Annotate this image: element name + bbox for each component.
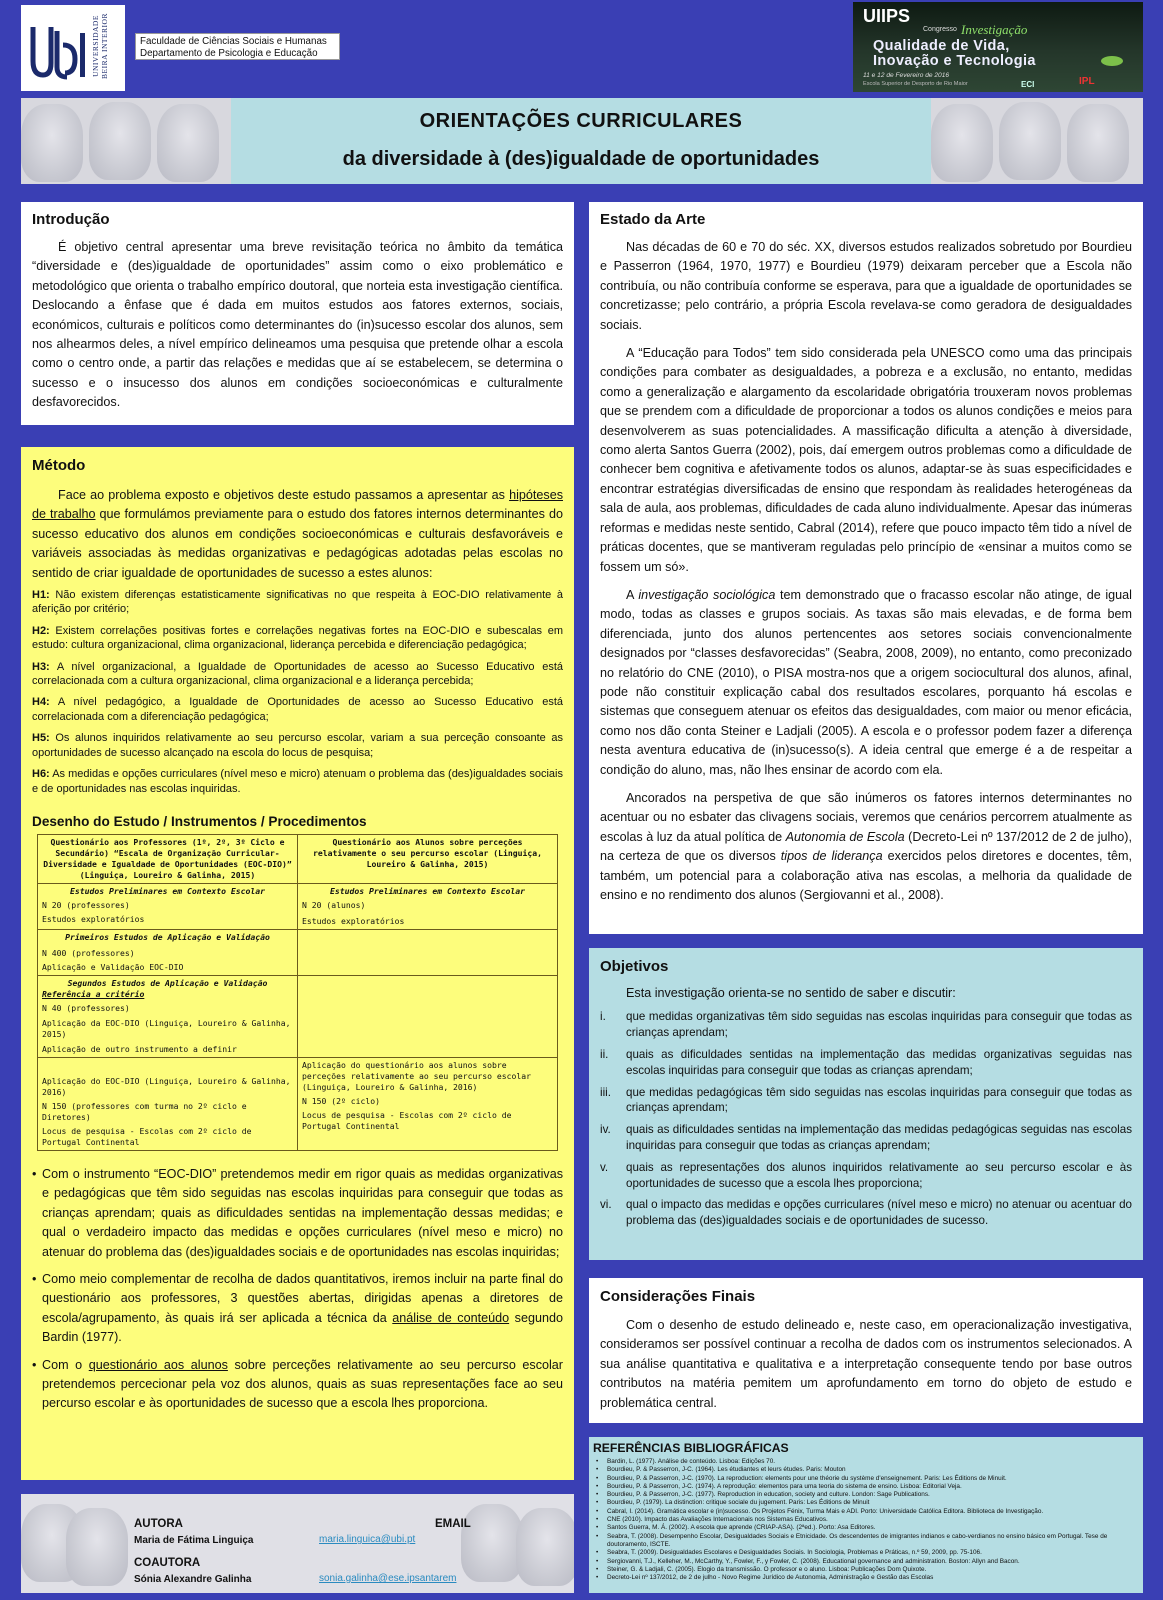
table-row <box>38 929 558 975</box>
table-cell-line: Locus de pesquisa - Escolas com 2º ciclo de Portugal Continental <box>302 1109 512 1131</box>
estado-arte-panel <box>589 202 1143 934</box>
consideracoes-heading: Considerações Finais <box>600 1288 756 1305</box>
design-table-wrap <box>32 834 563 1151</box>
referencias-panel <box>589 1437 1143 1593</box>
list-item: • Sergiovanni, T.J., Kelleher, M., McCarthy, Y., Fowler, F., y Fowler, C. (2008). Educational governance and administration. Boston: Allyn and Bacon. <box>593 1558 1139 1566</box>
p3-text: tem demonstrado que o fracasso escolar não atinge, de igual modo, todas as classes e grupos sociais. As taxas são mais elevadas, e de forma bem diferenciada, junto dos alunos pertencentes aos setores sociais convencionalmente designados por “classes desfavorecidas” (Seabra, 2008, 2009), no entanto, como preconizado no relatório do CNE (2010), o PISA mostra-nos que a origem sociocultural dos alunos, afinal, pode não constituir explicação cabal dos resultados escolares, porquanto há escolas e sistemas que conseguem atenuar os efeitos das desigualdades, com maior ou menor eficácia, como nos dão conta Steiner e Ladjali (2005). A escola e o professor podem fazer a diferença nesta aventura educativa de (in)sucesso(s). A ideia central que emerge é a de respeitar a condição do aluno, mas, não lhes ensinar de acordo com ela. <box>600 587 1132 777</box>
child-photo-footer-3 <box>461 1504 523 1582</box>
list-item <box>32 1270 563 1348</box>
ubi-logo-icon <box>29 23 89 83</box>
child-photo-left-1 <box>21 104 83 182</box>
list-item <box>600 1009 1132 1041</box>
child-photo-footer-4 <box>516 1508 574 1586</box>
table-cell-line: Aplicação de outro instrumento a definir <box>42 1043 237 1054</box>
table-cell-line: Aplicação do EOC-DIO (Linguiça, Loureiro & Galinha, 2016) <box>42 1075 291 1097</box>
autora-email-link[interactable]: maria.linguica@ubi.pt <box>319 1534 416 1545</box>
table-cell-line: N 20 (alunos) <box>302 899 366 910</box>
metodo-intro-b: que formulámos previamente para o estudo dos fatores internos determinantes do sucesso educativo dos alunos em condições socioeconómicas e culturais desfavoráveis e variáveis associadas às medidas organizativas e pedagógicas adotadas pelas escolas no sentido de criar igualdade de oportunidades de sucesso a estes alunos: <box>32 507 563 580</box>
hypotheses-list <box>32 588 563 796</box>
list-item: • Bardin, L. (1977). Análise de conteúdo. Lisboa: Edições 70. <box>593 1458 1139 1466</box>
hypothesis-label: H6: <box>32 768 50 781</box>
metodo-intro <box>32 486 563 583</box>
coautora-label: COAUTORA <box>134 1557 201 1569</box>
list-item <box>600 1047 1132 1079</box>
table-cell-line: Aplicação e Validação EOC-DIO <box>42 961 184 972</box>
item-text: que medidas pedagógicas têm sido seguidas nas escolas inquiridas para conseguir que todas as crianças aprendam; <box>626 1085 1132 1115</box>
bullet-text: Como meio complementar de recolha de dados quantitativos, iremos incluir na parte final do questionário aos professores, 3 questões abertas, dirigidas apenas a diretores de escola/agrupamento, às quais irá ser aplicada a técnica da <box>42 1271 563 1325</box>
hypothesis-label: H4: <box>32 696 50 709</box>
list-item <box>600 1122 1132 1154</box>
list-item <box>600 1085 1132 1117</box>
metodo-heading: Método <box>32 457 86 474</box>
congress-investigacao: Investigação <box>961 22 1028 37</box>
ubi-logo-box <box>21 5 125 91</box>
p4-emphasis: tipos de liderança <box>780 849 883 864</box>
list-item: • Bourdieu, P. & Passerron, J-C. (1964). Les étudiantes et leurs études. Paris: Mouton <box>593 1466 1139 1474</box>
design-heading: Desenho do Estudo / Instrumentos / Procedimentos <box>32 813 367 829</box>
table-cell <box>38 883 298 929</box>
table-cell-line: N 150 (professores com turma no 2º ciclo e Diretores) <box>42 1100 247 1122</box>
bullet-text: segundo Bardin (1977). <box>42 1310 563 1345</box>
item-text: que medidas organizativas têm sido seguidas nas escolas inquiridas para conseguir que todas as crianças aprendam; <box>626 1010 1132 1040</box>
list-item: • Com o instrumento “EOC-DIO” pretendemos medir em rigor quais as medidas organizativas e pedagógicas que têm sido seguidas nas escolas inquiridas para conseguir que todas as crianças aprendam; quais as dificuldades sentidas na implementação dessas medidas; e qual o verdadeiro impacto das medidas e opções curriculares (nível meso e micro) no atenuar do problema das (des)igualdades sociais e de oportunidades nas escolas inquiridas; <box>32 1165 563 1262</box>
child-photo-left-3 <box>157 104 219 182</box>
list-item: • Bourdieu, P. (1979). La distinction: critique sociale du jugement. Paris: Les Éditions de Minuit <box>593 1499 1139 1507</box>
design-table <box>37 834 558 1151</box>
list-item: • Seabra, T. (2009). Desigualdades Escolares e Desigualdades Sociais. In Sociologia, Problemas e Práticas, n.º 59, 2009, pp. 75-106. <box>593 1549 1139 1557</box>
table-cell-line: Aplicação do questionário aos alunos sobre perceções relativamente ao seu percurso escolar (Linguiça, Loureiro & Galinha, 2016) <box>302 1059 532 1092</box>
item-number: ii. <box>600 1048 609 1061</box>
item-text: quais as dificuldades sentidas na implementação das medidas organizativas seguidas nas escolas inquiridas para conseguir que todas as crianças aprendam; <box>626 1048 1132 1077</box>
congress-sponsor-ipl: IPL <box>1079 76 1095 87</box>
item-number: iii. <box>600 1085 611 1099</box>
poster-title: ORIENTAÇÕES CURRICULARES <box>419 110 743 132</box>
child-photo-footer-2 <box>66 1508 128 1586</box>
referencias-heading: REFERÊNCIAS BIBLIOGRÁFICAS <box>593 1441 789 1455</box>
table-cell-line: N 400 (professores) <box>42 947 135 958</box>
p4-text: exercidos pelos diretores e docentes, têm, também, um potencial para a colaboração ativa nas escolas, a melhoria da qualidade de ensino e no rendimento dos alunos (Sergiovanni et al., 2008). <box>600 849 1132 902</box>
table-cell-line: Estudos exploratórios <box>42 913 145 924</box>
table-section-title: Estudos Preliminares em Contexto Escolar <box>70 885 265 896</box>
table-row <box>38 1057 558 1150</box>
item-text: quais as representações dos alunos inquiridos relativamente ao seu percurso escolar e às oportunidades de sucesso que a escola lhes proporciona; <box>626 1160 1132 1190</box>
congress-title-line2: Inovação e Tecnologia <box>873 53 1036 69</box>
list-item: • Cabral, I. (2014). Gramática escolar e (in)sucesso. Os Projetos Fénix, Turma Mais e ADI. Porto: Universidade Católica Editora. Biblioteca de Investigação. <box>593 1508 1139 1516</box>
estado-arte-p3 <box>600 586 1132 780</box>
bullet-text: Com o <box>42 1357 89 1372</box>
hypothesis-text: Os alunos inquiridos relativamente ao seu percurso escolar, variam a sua perceção consoante as oportunidades de sucesso alcançado na escola do locus de pesquisa; <box>32 732 563 759</box>
table-header-professores: Questionário aos Professores (1º, 2º, 3º Ciclo e Secundário) “Escala de Organização Curricular- Diversidade e Igualdade de Oportunidades (EOC-DIO)” (Linguiça, Loureiro & Galinha, 2015) <box>38 834 298 883</box>
table-cell <box>38 929 298 975</box>
hypothesis-h5 <box>32 731 563 760</box>
hypothesis-h2 <box>32 624 563 653</box>
list-item <box>600 1160 1132 1192</box>
table-row <box>38 975 558 1057</box>
table-cell <box>38 1057 298 1150</box>
introducao-heading: Introdução <box>32 211 110 228</box>
table-cell-line: N 150 (2º ciclo) <box>302 1095 380 1106</box>
hypothesis-h6 <box>32 767 563 796</box>
faculty-name: Faculdade de Ciências Sociais e Humanas <box>140 36 327 47</box>
congress-venue: Escola Superior de Desporto de Rio Maior <box>863 81 968 87</box>
p3-emphasis: investigação sociológica <box>638 587 776 602</box>
item-number: iv. <box>600 1123 611 1137</box>
estado-arte-heading: Estado da Arte <box>600 211 706 228</box>
hypothesis-label: H3: <box>32 660 50 673</box>
hypothesis-text: A nível organizacional, a Igualdade de Oportunidades de acesso ao Sucesso Educativo está correlacionada com a cultura organizacional, clima organizacional e a liderança percebida; <box>32 660 563 688</box>
hypothesis-text: As medidas e opções curriculares (nível meso e micro) atenuam o problema das (des)igualdades sociais e de oportunidades nas escolas inquiridas. <box>32 768 563 795</box>
table-cell-line: Estudos exploratórios <box>302 915 405 926</box>
bullet-text: sobre perceções relativamente ao seu percurso escolar pretendemos percecionar pela voz dos alunos, quais as suas representações face ao seu percurso escolar e às oportunidades de sucesso que a escola lhes proporciona. <box>42 1357 564 1411</box>
list-item: • Bourdieu, P. & Passerron, J-C. (1974). A reprodução: elementos para uma teoria do sistema de ensino. Lisboa: Editorial Veja. <box>593 1483 1139 1491</box>
title-banner <box>21 98 1143 184</box>
introducao-panel <box>21 202 574 425</box>
item-text: qual o impacto das medidas e opções curriculares (nível meso e micro) no atenuar ou acentuar do problema das (des)igualdades sociais e de oportunidades de sucesso. <box>626 1198 1132 1228</box>
table-section-title: Estudos Preliminares em Contexto Escolar <box>330 885 525 896</box>
table-header-alunos: Questionário aos Alunos sobre perceções relativamente o seu percurso escolar (Linguiça, Loureiro & Galinha, 2015) <box>298 834 558 883</box>
congress-label: Congresso <box>923 26 957 33</box>
objetivos-panel <box>589 948 1143 1260</box>
questionario-alunos-link: questionário aos alunos <box>88 1357 228 1372</box>
coautora-name: Sónia Alexandre Galinha <box>134 1574 252 1585</box>
hypothesis-label: H2: <box>32 624 50 637</box>
list-item <box>600 1197 1132 1229</box>
list-item: • Seabra, T. (2008). Desempenho Escolar, Desigualdades Sociais e Etnicidade. Os descendentes de imigrantes indianos e cabo-verdianos no ensino básico em Portugal. Tese de doutoramento, ISCTE. <box>593 1533 1139 1550</box>
table-row <box>38 883 558 929</box>
metodo-bullets <box>32 1165 563 1414</box>
table-cell <box>298 883 558 929</box>
table-section-title: Segundos Estudos de Aplicação e Validação <box>67 977 268 988</box>
child-photo-right-2 <box>999 102 1061 180</box>
p3-text: A <box>626 587 639 602</box>
metodo-panel <box>21 447 574 1480</box>
hypothesis-text: Existem correlações positivas fortes e correlações negativas fortes na EOC-DIO e subescalas em estudo: cultura organizacional, clima organizacional, liderança percebida e diferenciação pedagógica; <box>32 624 563 652</box>
title-box <box>231 98 931 184</box>
consideracoes-text: Com o desenho de estudo delineado e, neste caso, em operacionalização investigativa, consideramos ser possível continuar a recolha de dados com os instrumentos selecionados. A sua análise quantitativa e qualitativa e a interpretação consequente tendo por base outros contributos na matéria pemitem um aprofundamento em torno do objeto de estudo e problemática central. <box>600 1318 1132 1410</box>
hypothesis-h3 <box>32 660 563 689</box>
poster-subtitle: da diversidade à (des)igualdade de oportunidades <box>342 148 820 170</box>
congress-sponsor-eci: ECI <box>1021 80 1035 89</box>
child-photo-right-3 <box>1067 104 1129 182</box>
coautora-email-link[interactable]: sonia.galinha@ese.ipsantarem <box>319 1573 457 1584</box>
university-name: UNIVERSIDADE BEIRA INTERIOR <box>91 13 109 79</box>
list-item: • Santos Guerra, M. Á. (2002). A escola que aprende (CRIAP-ASA). (2ªed.). Porto: Asa Editores. <box>593 1524 1139 1532</box>
department-name: Departamento de Psicologia e Educação <box>140 47 318 59</box>
estado-arte-p2: A “Educação para Todos” tem sido considerada pela UNESCO como uma das principais condições para combater as desigualdades, a pobreza e a exclusão, no entanto, medidas como a generalização e alargamento da escolaridade obrigatória trouxeram novos problemas que se prendem com a dificuldade de proporcionar a todos os alunos condições e meios para desenvolverem as suas potencialidades. A massificação dificulta a atenção à diversidade, como alerta Santos Guerra (2002), pois, daí emergem outros problemas como a dificuldade de conhecer bem cognitiva e afetivamente todos os alunos, adaptar-se às suas especificidades e encontrar estratégias diversificadas de ensino que respondam às realidades heterogéneas da sala de aula, aos problemas, dificuldades de cada aluno individualmente. Apesar das inúmeras reformas e medidas neste sentido, Cabral (2014), refere que pouco impacto têm tido a nível de práticas docentes, que se mantiveram reguladas pelo princípio de «ensinar a muitos como se fossem um só». <box>600 346 1132 574</box>
list-item: • Bourdieu, P. & Passerron, J-C. (1977). Reproduction in education, society and culture. London: Sage Publications. <box>593 1491 1139 1499</box>
list-item: • Bourdieu, P. & Passerron, J-C. (1970). La reproduction: elements pour une théorie du système d'enseignement. Paris: Les Éditions de Minuit. <box>593 1475 1139 1483</box>
table-cell-ref-criterio: Referência a critério <box>42 988 145 999</box>
list-item: • Steiner, G. & Ladjali, C. (2005). Elogio da transmissão. O professor e o aluno. Lisboa: Publicações Dom Quixote. <box>593 1566 1139 1574</box>
authors-footer <box>21 1494 574 1593</box>
table-cell-line: N 20 (professores) <box>42 899 130 910</box>
introducao-text: É objetivo central apresentar uma breve revisitação teórica no âmbito da temática “diversidade e (des)igualdade de oportunidades” assim como o eixo problemático e metodológico que orienta o trabalho empírico doutoral, que norteia esta investigação científica. Deslocando a ênfase que é dada em muitos estudos aos fatores externos, sociais, económicos, culturais e políticos como determinantes do (in)sucesso escolar dos alunos, sem nos alhearmos deles, a nível empírico delineamos uma pesquisa que pretende olhar a escola como o centro onde, a partir das relações e medidas que aí se estabelecem, se determina o sucesso e o insucesso dos alunos em condições socioeconómicas e culturalmente desfavorecidos. <box>32 240 563 410</box>
p4-emphasis: Autonomia de Escola <box>785 829 905 844</box>
autora-name: Maria de Fátima Linguiça <box>134 1535 254 1546</box>
item-number: vi. <box>600 1198 612 1212</box>
email-label: EMAIL <box>435 1518 471 1530</box>
list-item: • CNE (2010). Impacto das Avaliações Internacionais nos Sistemas Educativos. <box>593 1516 1139 1524</box>
table-row <box>38 834 558 883</box>
hypothesis-text: A nível pedagógico, a Igualdade de Oportunidades de acesso ao Sucesso Educativo está correlacionada com a diferenciação pedagógica; <box>32 696 563 723</box>
consideracoes-panel <box>589 1278 1143 1423</box>
hypothesis-label: H5: <box>32 732 50 745</box>
leaf-icon <box>1101 56 1123 66</box>
faculty-box <box>135 33 340 60</box>
hypothesis-h1 <box>32 588 563 617</box>
objetivos-list <box>600 1009 1132 1229</box>
p4-text: Ancorados na perspetiva de que são inúmeros os fatores internos determinantes no acentuar ou no esbater das clivagens sociais, veremos que cenários percorrem atualmente as escolas à luz da atual política de <box>600 790 1132 844</box>
objetivos-intro: Esta investigação orienta-se no sentido de saber e discutir: <box>626 986 956 1000</box>
congress-banner <box>853 2 1143 92</box>
p4-text: (Decreto-Lei nº 137/2012 de 2 de julho), na certeza de que os diversos <box>600 829 1132 864</box>
estado-arte-p1: Nas décadas de 60 e 70 do séc. XX, diversos estudos realizados sobretudo por Bourdieu e Passerron (1964, 1970, 1977) e Bourdieu (1979) deixaram perceber que a Escola não contribuía, ou não contribuía conforme se esperava, para que a igualdade de oportunidades se concretizasse; pelo contrário, a própria Escola revelava-se como geradora de desigualdades sociais. <box>600 240 1132 332</box>
congress-date: 11 e 12 de Fevereiro de 2016 <box>863 72 950 79</box>
metodo-intro-a: Face ao problema exposto e objetivos deste estudo passamos a apresentar as <box>58 488 510 502</box>
table-section-title: Primeiros Estudos de Aplicação e Validação <box>65 931 270 942</box>
child-photo-left-2 <box>89 102 151 180</box>
list-item: • Decreto-Lei nº 137/2012, de 2 de julho - Novo Regime Jurídico de Autonomia, Administração e Gestão das Escolas <box>593 1574 1139 1582</box>
congress-title-line1: Qualidade de Vida, <box>873 38 1010 54</box>
table-cell-line: Aplicação da EOC-DIO (Linguiça, Loureiro & Galinha, 2015) <box>42 1017 291 1039</box>
hypothesis-h4 <box>32 695 563 724</box>
analise-conteudo-link: análise de conteúdo <box>392 1310 510 1325</box>
table-cell-line: Locus de pesquisa - Escolas com 2º ciclo de Portugal Continental <box>42 1125 252 1147</box>
hipoteses-link: hipóteses de trabalho <box>32 488 563 522</box>
item-number: v. <box>600 1160 609 1174</box>
table-cell-line: N 40 (professores) <box>42 1002 130 1013</box>
hypothesis-text: Não existem diferenças estatisticamente significativas no que respeita à EOC-DIO relativamente à aferição por critério; <box>32 589 563 616</box>
objetivos-heading: Objetivos <box>600 958 669 975</box>
child-photo-right-1 <box>931 104 993 182</box>
table-cell <box>298 1057 558 1150</box>
referencias-list <box>593 1458 1139 1582</box>
estado-arte-p4 <box>600 789 1132 905</box>
item-text: quais as dificuldades sentidas na implementação das medidas pedagógicas seguidas nas escolas inquiridas para conseguir que todas as crianças aprendam; <box>626 1123 1132 1152</box>
autora-label: AUTORA <box>134 1518 183 1530</box>
list-item <box>32 1356 563 1414</box>
item-number: i. <box>600 1010 606 1024</box>
hypothesis-label: H1: <box>32 589 50 602</box>
table-cell <box>298 975 558 1057</box>
table-cell <box>38 975 298 1057</box>
table-cell <box>298 929 558 975</box>
congress-logo: UIIPS <box>863 6 911 26</box>
